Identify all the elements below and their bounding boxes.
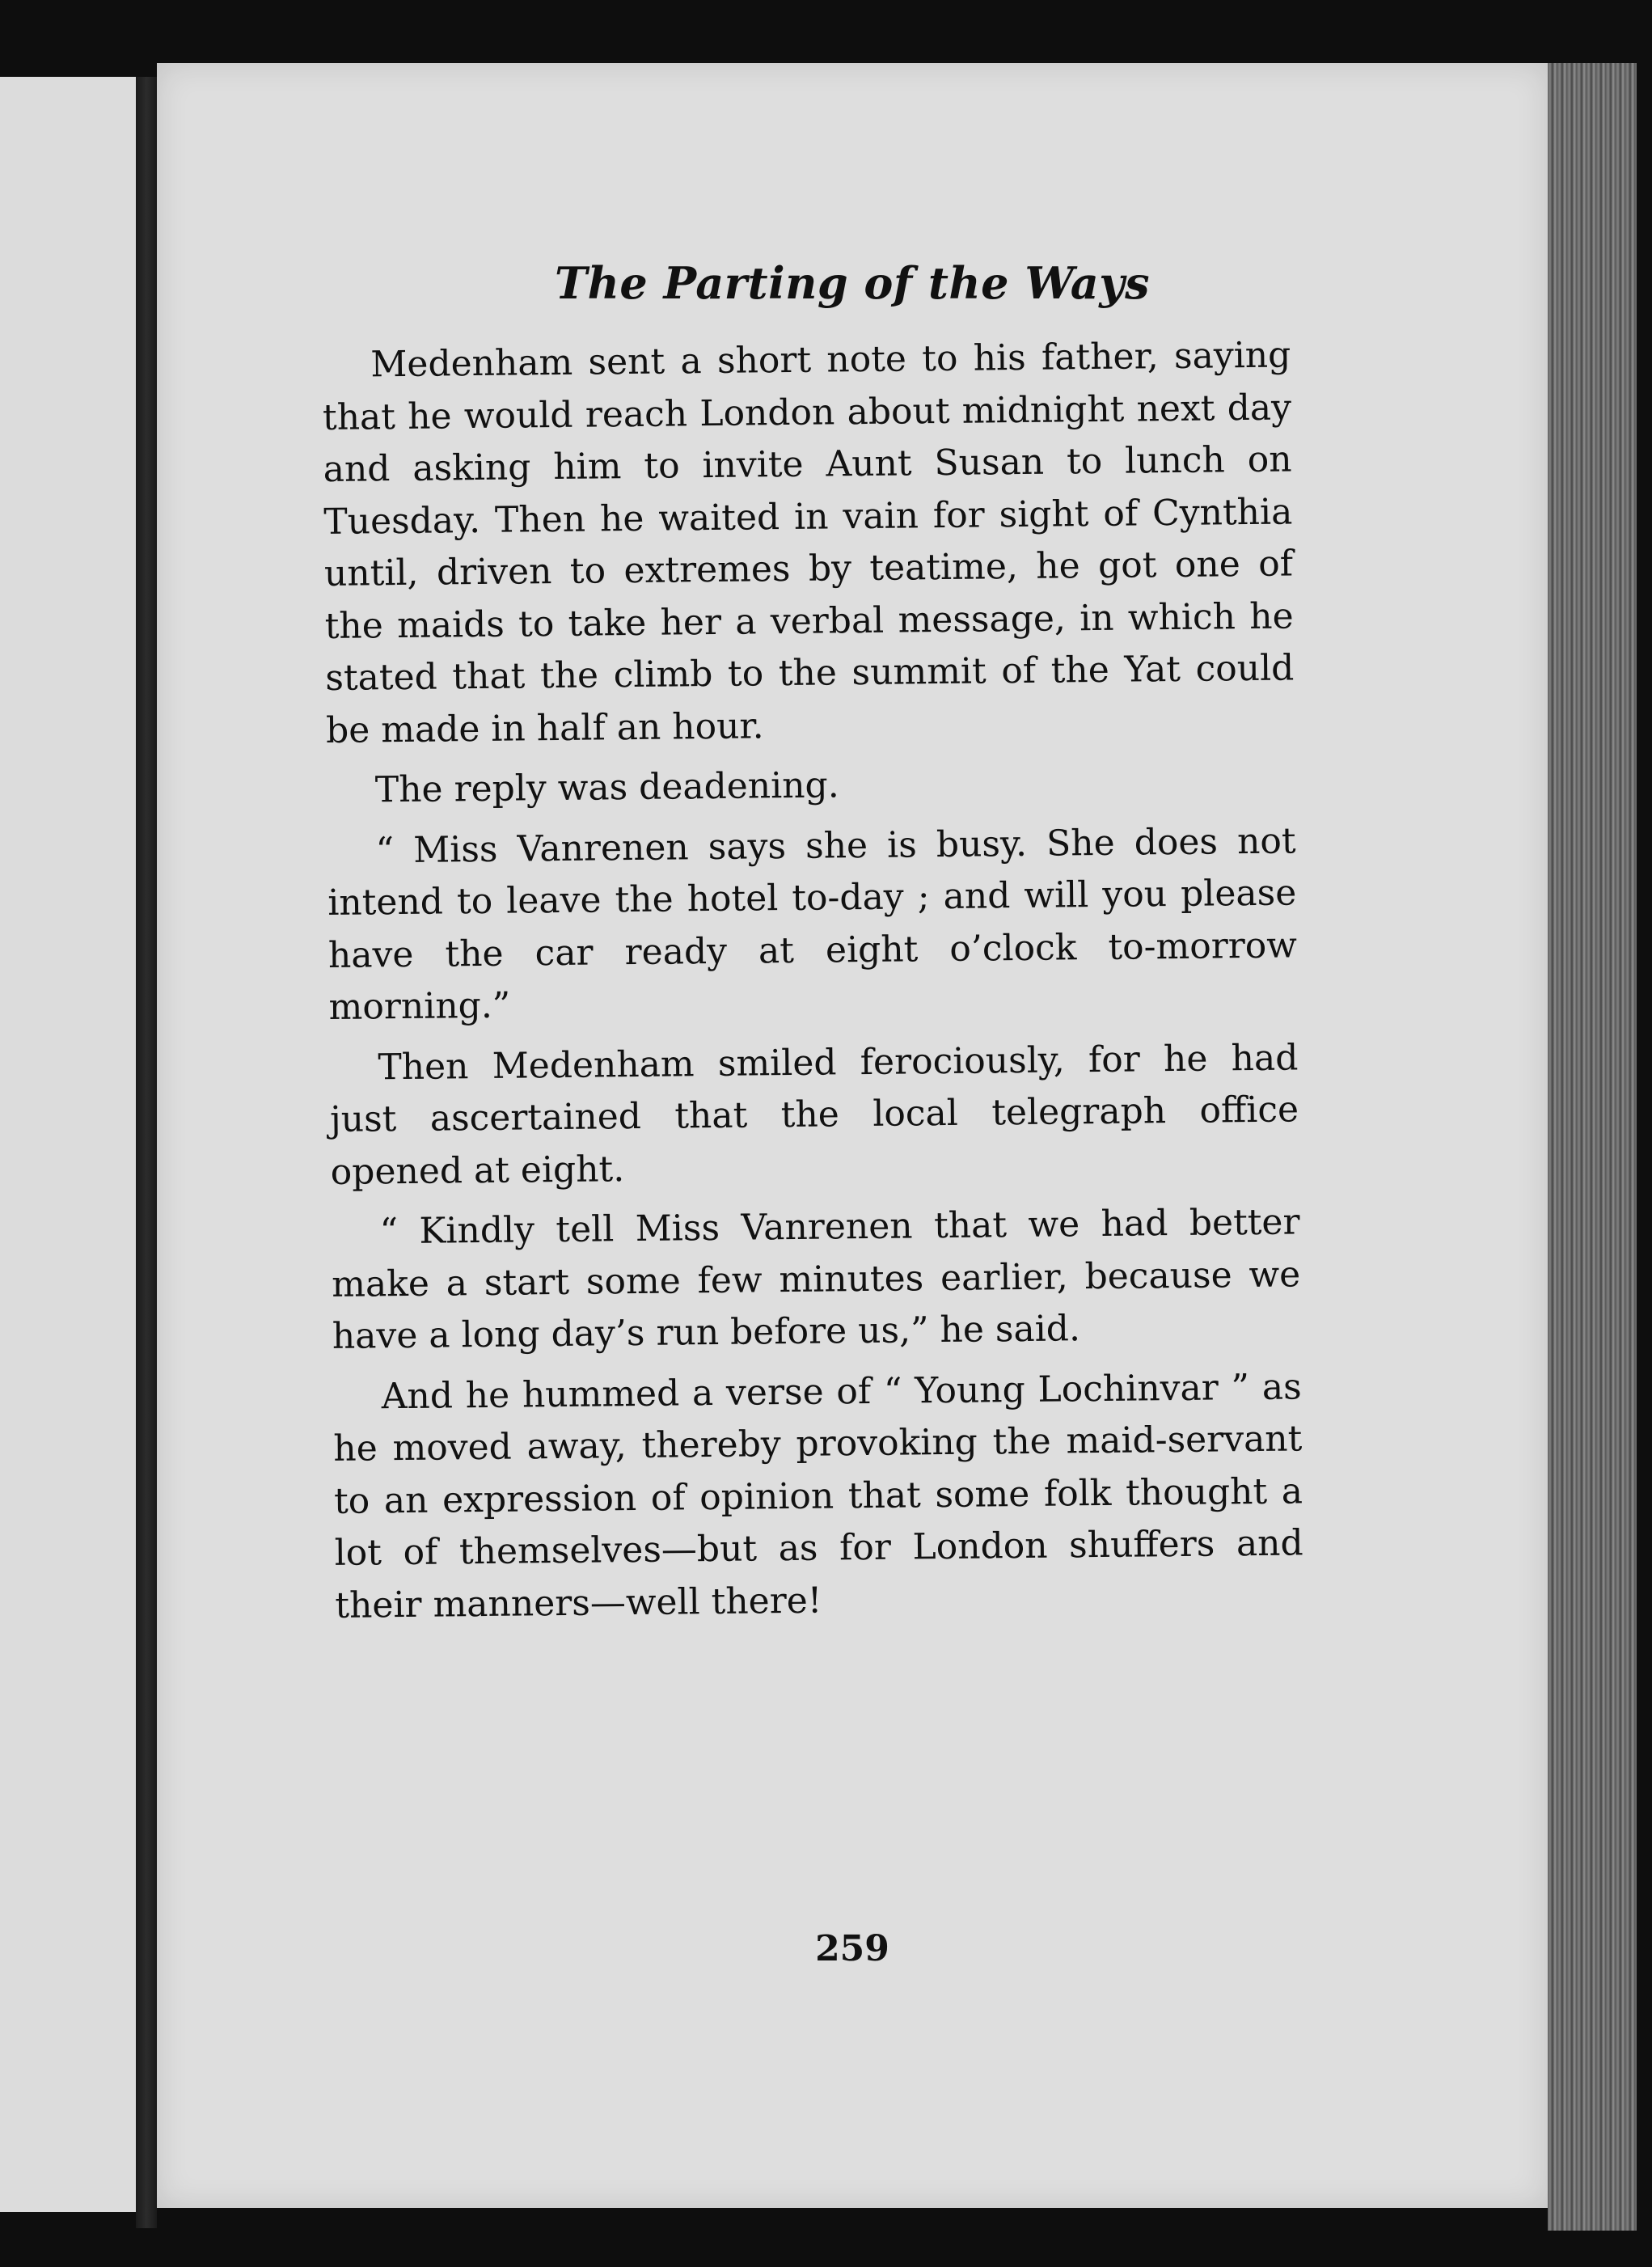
running-head: The Parting of the Ways — [554, 257, 1151, 309]
paragraph: And he hummed a verse of “ Young Lochinvar ” as he moved away, thereby provoking the maid-servant to an expression of opinion that some folk thought a lot of themselves—but as for London shuffers and their manners—well there! — [333, 1365, 1303, 1626]
page-edges — [1548, 63, 1637, 2231]
paragraph: Medenham sent a short note to his father, saying that he would reach London about midnight next day and asking him to invite Aunt Susan to lunch on Tuesday. Then he waited in vain for sight of Cynthia until, driven to extremes by teatime, he got one of the maids to take her a verbal message, in which he stated that the climb to the summit of the Yat could be made in half an hour. — [322, 334, 1295, 751]
paragraph: “ Miss Vanrenen says she is busy. She does not intend to leave the hotel to-day ; and will you please have the car ready at eight o’clock to-morrow morning.” — [327, 819, 1298, 1028]
paragraph: “ Kindly tell Miss Vanrenen that we had better make a start some few minutes earlier, because we have a long day’s run before us,” he said. — [331, 1201, 1301, 1357]
body-text — [322, 329, 1304, 1639]
book-gutter — [136, 77, 157, 2228]
page-number: 259 — [815, 1928, 889, 1969]
left-page-edge — [0, 77, 136, 2212]
paragraph: Then Medenham smiled ferociously, for he had just ascertained that the local telegraph office opened at eight. — [329, 1036, 1299, 1193]
paragraph: The reply was deadening. — [374, 764, 839, 811]
